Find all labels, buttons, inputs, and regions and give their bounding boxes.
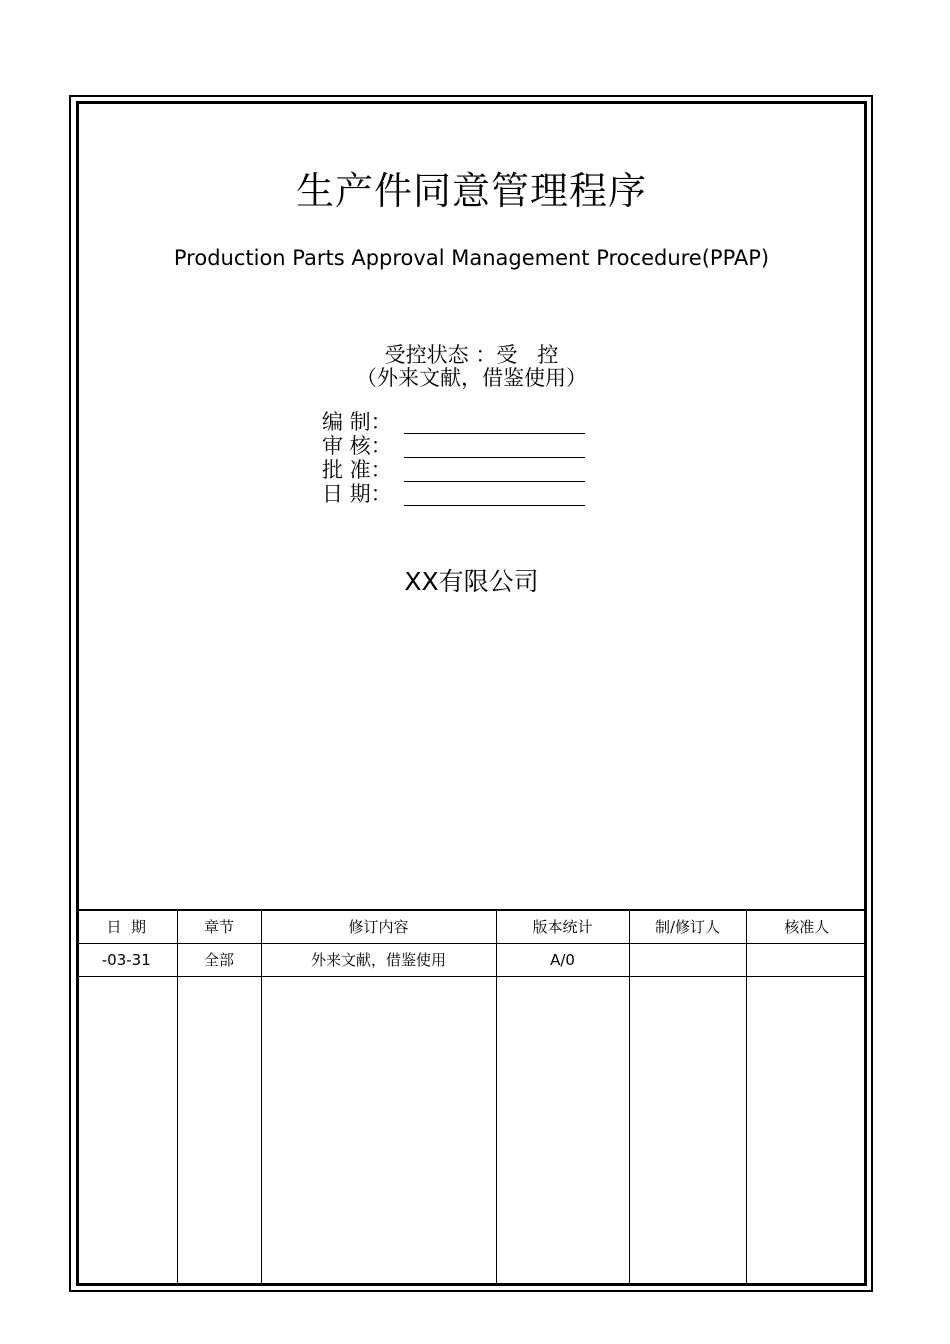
column-header-approver: 核准人 (746, 910, 867, 943)
cell-version: A/0 (496, 943, 629, 976)
table-row (76, 943, 867, 976)
signature-label: 日 期： (322, 482, 392, 506)
signature-label: 编 制： (322, 410, 392, 434)
empty-cell (261, 976, 496, 1285)
column-header-reviser: 制/修订人 (629, 910, 746, 943)
signature-block (322, 410, 585, 506)
cell-section: 全部 (177, 943, 261, 976)
signature-row-prepared (322, 410, 585, 434)
signature-line[interactable] (404, 412, 585, 434)
cell-reviser (629, 943, 746, 976)
signature-label: 批 准： (322, 458, 392, 482)
revision-history-table (76, 909, 867, 1285)
signature-line[interactable] (404, 460, 585, 482)
company-name: XX有限公司 (404, 567, 539, 596)
cell-approver (746, 943, 867, 976)
control-status: 受控状态 ：受 控 (384, 343, 559, 367)
signature-line[interactable] (404, 484, 585, 506)
control-status-note: （外来文献，借鉴使用） (356, 366, 587, 390)
cell-revision-content: 外来文献，借鉴使用 (261, 943, 496, 976)
column-header-section: 章节 (177, 910, 261, 943)
empty-cell (629, 976, 746, 1285)
signature-row-approved (322, 458, 585, 482)
empty-cell (746, 976, 867, 1285)
column-header-version: 版本统计 (496, 910, 629, 943)
empty-cell (496, 976, 629, 1285)
document-title-english: Production Parts Approval Management Procedure(PPAP) (173, 246, 770, 270)
signature-line[interactable] (404, 436, 585, 458)
signature-label: 审 核： (322, 434, 392, 458)
column-header-date: 日 期 (76, 910, 177, 943)
document-title-chinese: 生产件同意管理程序 (295, 169, 647, 213)
signature-row-reviewed (322, 434, 585, 458)
cell-date: -03-31 (76, 943, 177, 976)
table-row-empty (76, 976, 867, 1285)
table-header-row (76, 910, 867, 943)
empty-cell (177, 976, 261, 1285)
column-header-revision-content: 修订内容 (261, 910, 496, 943)
empty-cell (76, 976, 177, 1285)
signature-row-date (322, 482, 585, 506)
